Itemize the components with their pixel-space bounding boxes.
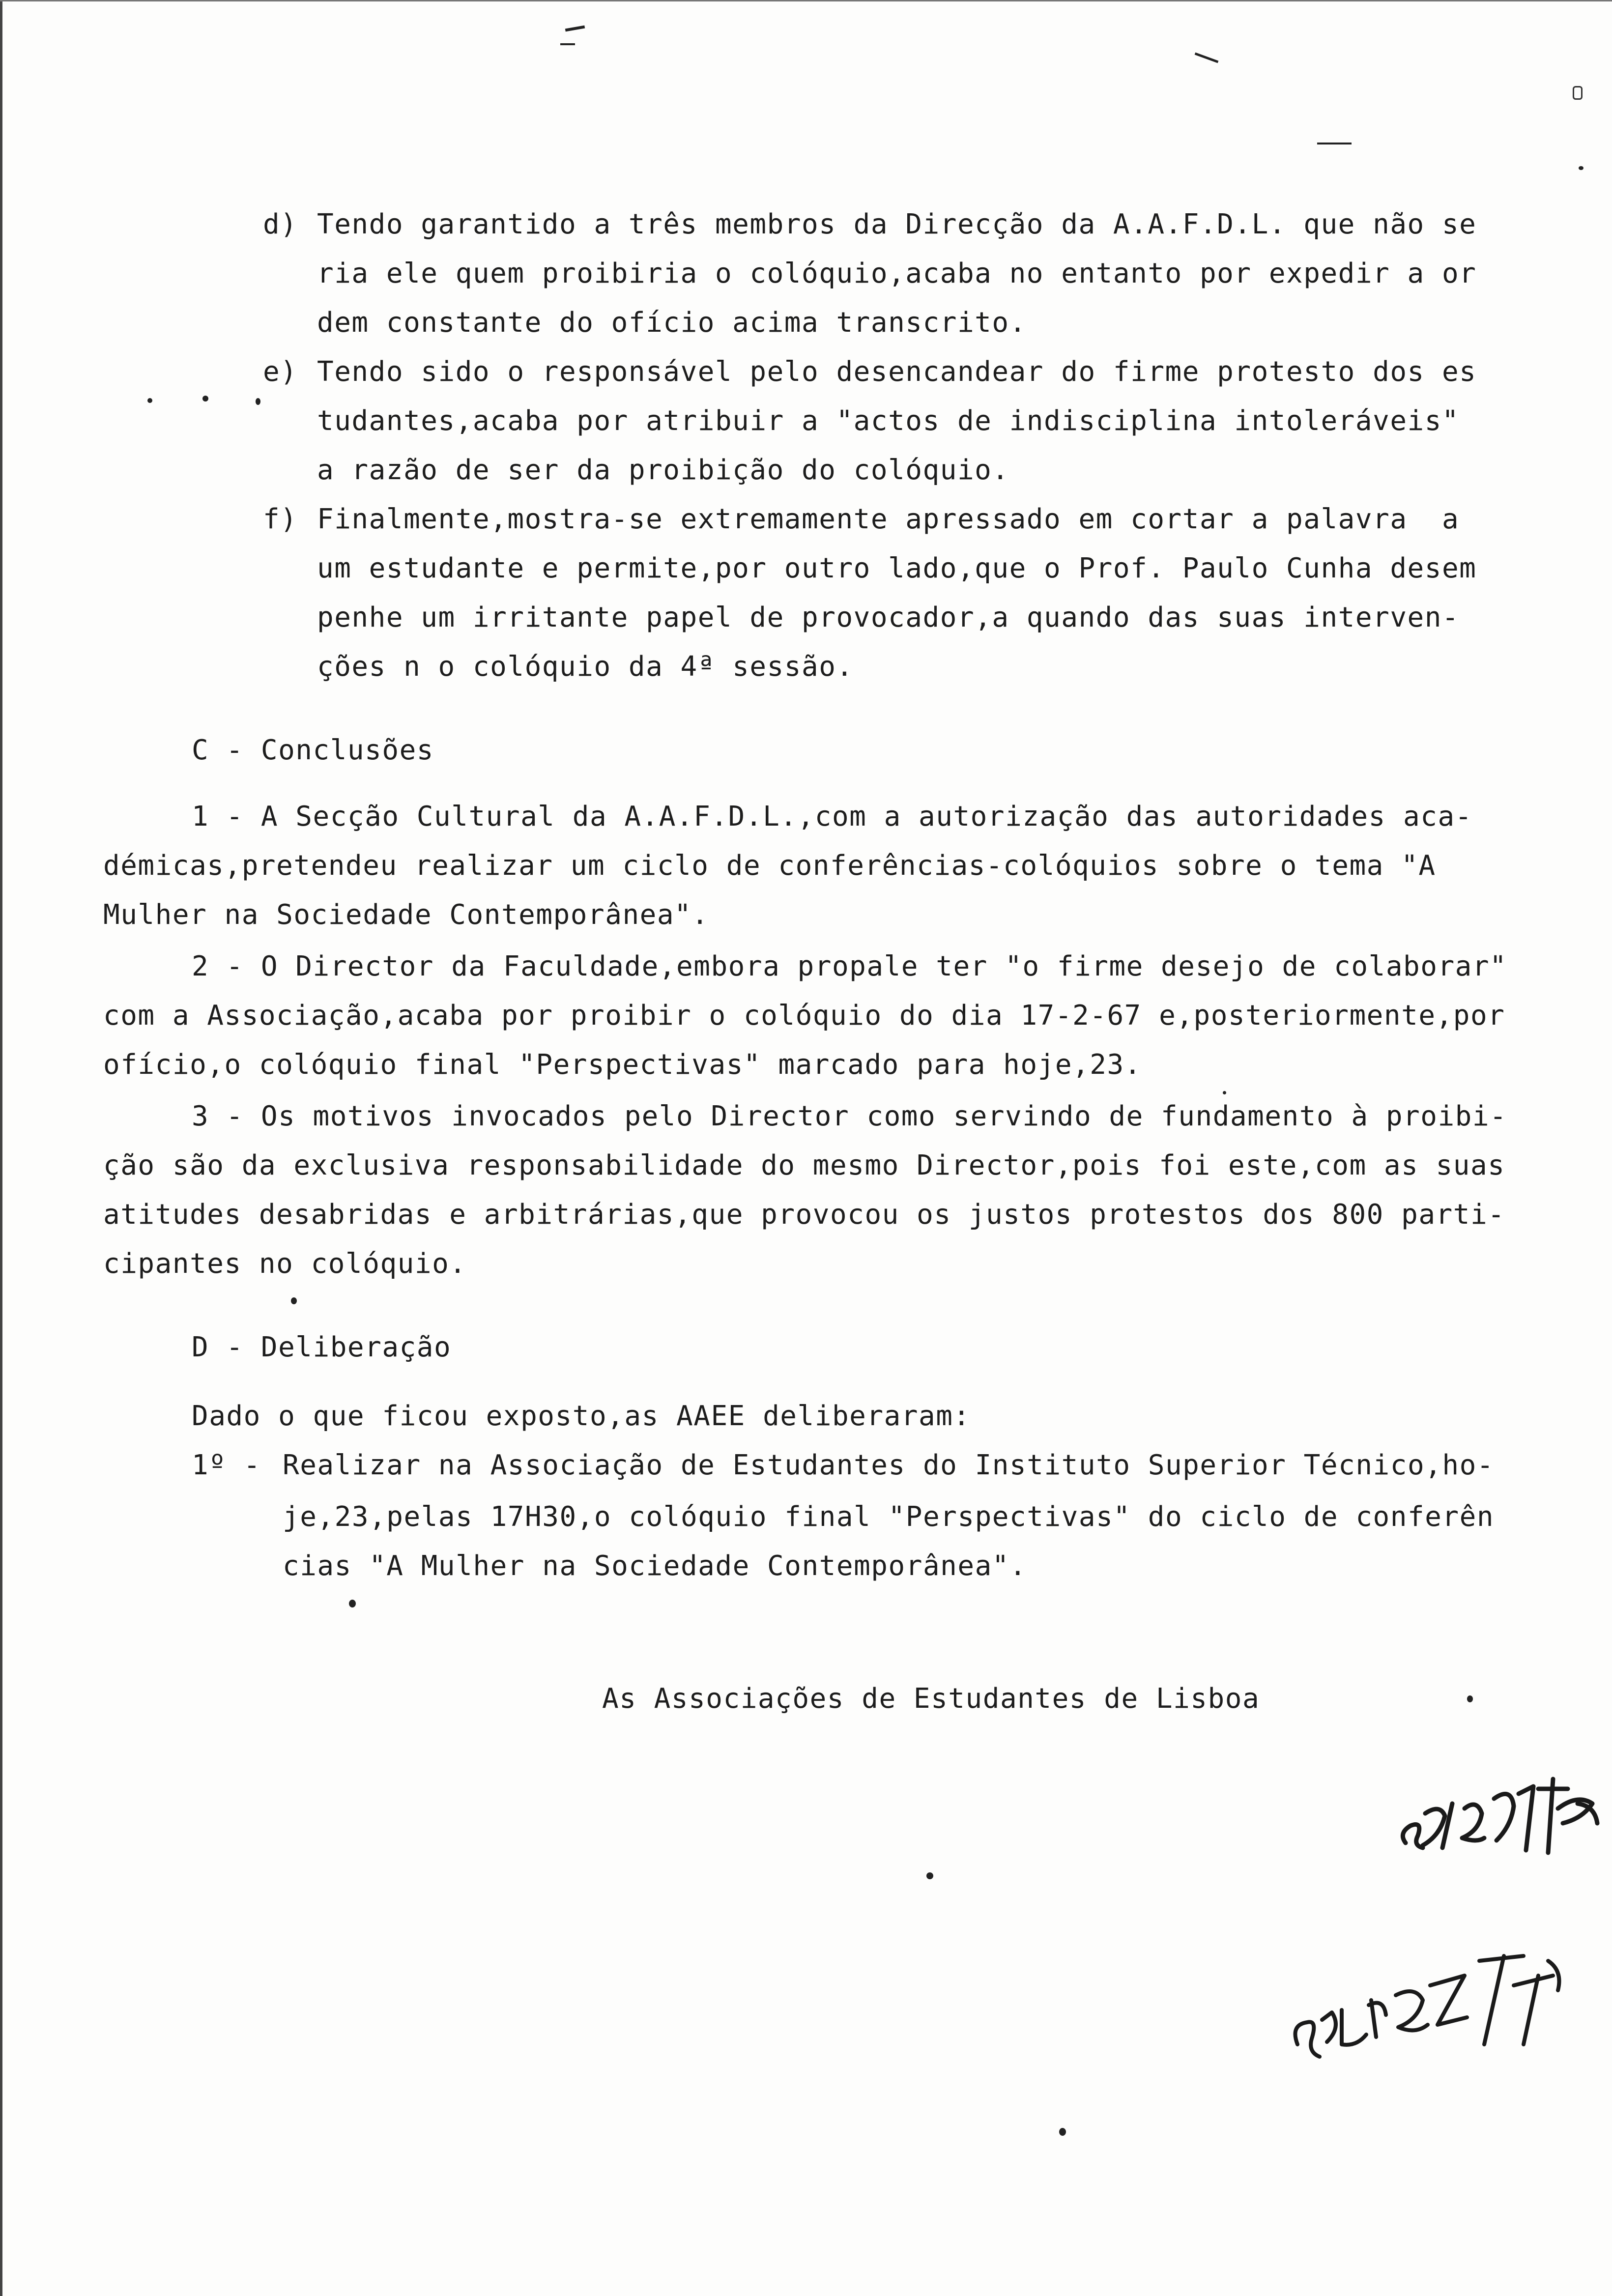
section-heading-deliberacao: D - Deliberação <box>192 1331 452 1363</box>
top-mark <box>560 43 575 45</box>
top-mark <box>565 26 585 32</box>
section-heading-conclusoes: C - Conclusões <box>192 734 434 766</box>
scan-edge-left <box>0 0 2 2296</box>
speck <box>349 1600 356 1607</box>
signature-line: As Associações de Estudantes de Lisboa <box>602 1683 1260 1715</box>
item-letter: d) <box>263 208 298 240</box>
conclusion-line: Mulher na Sociedade Contemporânea". <box>103 899 709 931</box>
item-e-line: Tendo sido o responsável pelo desencandear do firme protesto dos es <box>317 356 1477 388</box>
item-d-line: dem constante do ofício acima transcrito. <box>317 307 1027 339</box>
deliberation-line: Realizar na Associação de Estudantes do Instituto Superior Técnico,ho- <box>283 1449 1495 1481</box>
item-letter: e) <box>263 356 298 388</box>
item-f-line: ções n o colóquio da 4ª sessão. <box>317 651 854 683</box>
speck <box>202 396 208 402</box>
conclusion-line: ofício,o colóquio final "Perspectivas" marcado para hoje,23. <box>103 1049 1142 1081</box>
speck <box>291 1297 297 1304</box>
speck <box>1573 86 1583 100</box>
item-d-line: ria ele quem proibiria o colóquio,acaba no entanto por expedir a or <box>317 258 1477 289</box>
item-letter: f) <box>263 503 298 535</box>
conclusion-line: démicas,pretendeu realizar um ciclo de conferências-colóquios sobre o tema "A <box>103 850 1436 882</box>
item-e-line: a razão de ser da proibição do colóquio. <box>317 454 1009 486</box>
conclusion-line: 2 - O Director da Faculdade,embora propale ter "o firme desejo de colaborar" <box>192 950 1507 982</box>
speck <box>1059 2128 1066 2136</box>
handwritten-archive-number <box>1391 1769 1607 1877</box>
deliberation-line: je,23,pelas 17H30,o colóquio final "Perspectivas" do ciclo de conferên <box>283 1501 1495 1533</box>
speck <box>1467 1695 1473 1702</box>
speck <box>1579 166 1583 170</box>
speck <box>147 398 152 403</box>
deliberation-item-number: 1º - <box>192 1449 261 1481</box>
conclusion-line: 3 - Os motivos invocados pelo Director como servindo de fundamento à proibi- <box>192 1100 1507 1132</box>
item-e-line: tudantes,acaba por atribuir a "actos de indisciplina intoleráveis" <box>317 405 1460 437</box>
conclusion-line: 1 - A Secção Cultural da A.A.F.D.L.,com a autorização das autoridades aca- <box>192 801 1472 832</box>
conclusion-line: ção são da exclusiva responsabilidade do mesmo Director,pois foi este,com as suas <box>103 1149 1505 1181</box>
top-mark <box>1317 143 1352 144</box>
conclusion-line: atitudes desabridas e arbitrárias,que provocou os justos protestos dos 800 parti- <box>103 1199 1505 1231</box>
speck <box>256 398 260 405</box>
speck <box>926 1872 933 1879</box>
item-f-line: Finalmente,mostra-se extremamente apressado em cortar a palavra a <box>317 503 1460 535</box>
item-d-line: Tendo garantido a três membros da Direcção da A.A.F.D.L. que não se <box>317 208 1477 240</box>
deliberation-line: cias "A Mulher na Sociedade Contemporânea". <box>283 1550 1027 1582</box>
deliberation-intro: Dado o que ficou exposto,as AAEE deliberaram: <box>192 1400 971 1432</box>
top-mark <box>1195 53 1219 63</box>
item-f-line: um estudante e permite,por outro lado,que o Prof. Paulo Cunha desem <box>317 552 1477 584</box>
speck <box>1223 1091 1226 1094</box>
conclusion-line: com a Associação,acaba por proibir o colóquio do dia 17-2-67 e,posteriormente,por <box>103 1000 1505 1032</box>
conclusion-line: cipantes no colóquio. <box>103 1248 467 1280</box>
handwritten-archive-number <box>1283 1926 1597 2084</box>
scan-edge-top <box>0 0 1612 1</box>
item-f-line: penhe um irritante papel de provocador,a quando das suas interven- <box>317 602 1460 633</box>
